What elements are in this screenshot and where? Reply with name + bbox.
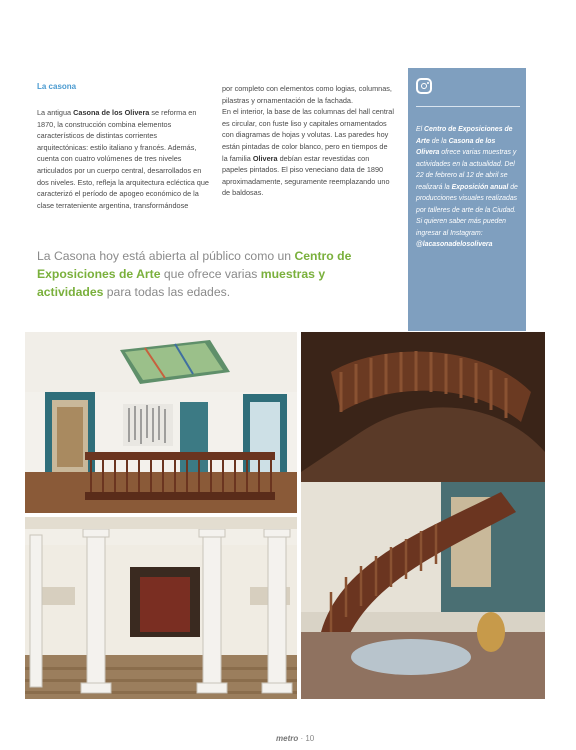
article-paragraph: La antigua Casona de los Olivera se reforma en 1870, la construcción combina elementos característicos de distintas corrientes arquitectónicas: estilo italiano y francés. Además, cuenta con cuatro volúmenes de tres niveles articulados por un cuerpo central, desarrollados en dos niveles. Esto, refleja la arquitectura ecléctica que caracterizó el período de apogeo económico de la clase terrateniente argentina, transformándose [37, 108, 209, 210]
page-number: 10 [305, 734, 315, 743]
page-footer: metro · 10 [276, 734, 315, 743]
highlight-text: muestras y actividades [37, 267, 326, 299]
photo-hall-columns [25, 517, 297, 699]
info-sidebar [408, 68, 526, 331]
instagram-icon [416, 78, 432, 94]
photo-spiral-staircase [301, 332, 545, 699]
pull-quote: La Casona hoy está abierta al público como un Centro de Exposiciones de Arte que ofrece varias muestras y actividades para todas las edades. [37, 249, 352, 299]
bold-term: Casona de los Olivera [73, 108, 150, 117]
magazine-logo: metro [276, 734, 299, 743]
sidebar-text: El Centro de Exposiciones de Arte de la Casona de los Olivera ofrece varias muestras y actividades en la actualidad. Del 22 de febrero al 12 de abril se realizará la Exposición anual de producciones visuales realizadas por talleres de arte de la Ciudad. Si quieren saber más pueden ingresar al Instagram: @lacasonadelosolivera [416, 126, 518, 248]
article-column-2 [222, 83, 394, 199]
article-column-1 [37, 107, 209, 211]
photo-hall-skylight [25, 332, 297, 513]
instagram-handle[interactable]: @lacasonadelosolivera [416, 241, 493, 248]
bold-term: Olivera [252, 153, 278, 163]
highlight-text: Centro de Exposiciones de Arte [37, 249, 352, 281]
section-title: La casona [37, 82, 77, 91]
divider [416, 106, 520, 107]
article-paragraph: por completo con elementos como logias, columnas, pilastras y ornamentación de la fachada. [222, 84, 392, 105]
article-paragraph: En el interior, la base de las columnas del hall central es circular, con fuste liso y capitales ornamentados con diagramas de hojas y volutas. Las paredes hoy están pintadas de color blanco, pero en tiempos de la familia Olivera debían estar revestidas con papeles pintados. El piso veneciano data de 1890 aproximadamente, seguramente reemplazando uno de baldosas. [222, 107, 394, 198]
